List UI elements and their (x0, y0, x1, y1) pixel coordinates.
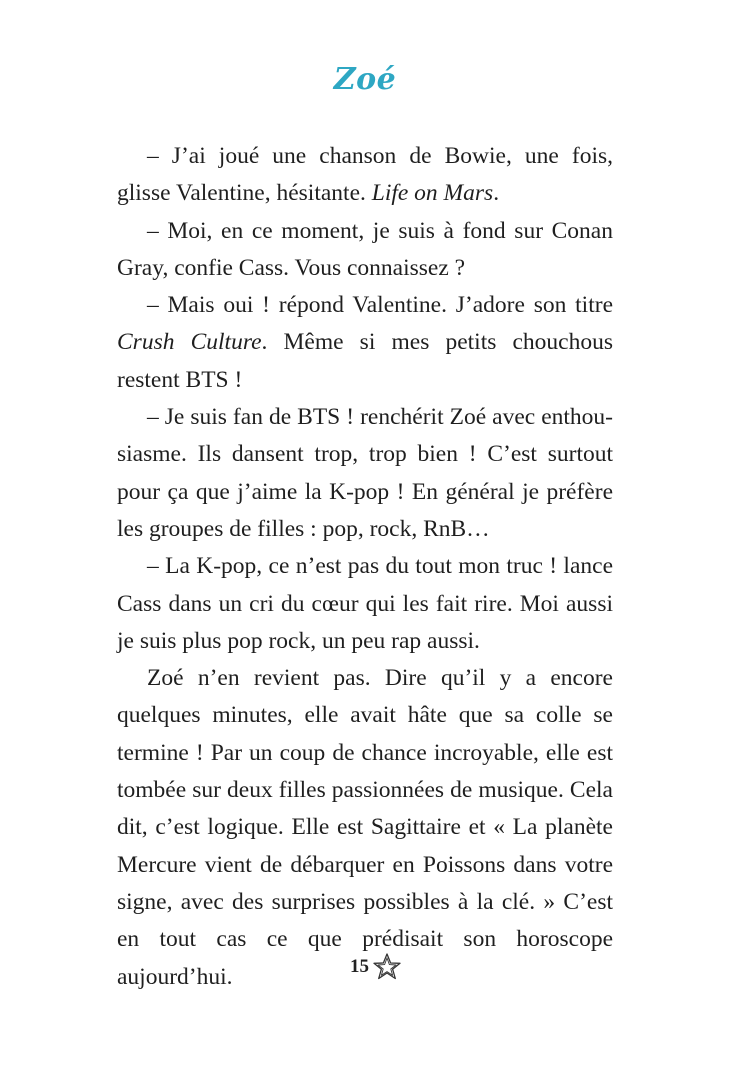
paragraph-1 (117, 138, 613, 213)
paragraph-text-end: . Même si mes petits chouchous restent BTS ! (117, 329, 614, 393)
page-header (0, 62, 730, 97)
body-text (117, 138, 613, 996)
paragraph-text: Zoé n’en revient pas. Dire qu’il y a encore quelques minutes, elle avait hâte que sa colle se termine ! Par un coup de chance incroyable, elle est tombée sur deux filles passionnées de musique. Cela dit, c’est logique. Elle est Sagittaire et « La planète Mercure vient de débarquer en Poissons dans votre signe, avec des surprises possibles à la clé. » C’est en tout cas ce que prédisait son horoscope aujourd’hui. (117, 665, 613, 990)
paragraph-text: – Je suis fan de BTS ! renchérit Zoé avec enthou-siasme. Ils dansent trop, trop bien ! C’est surtout pour ça que j’aime la K-pop ! En général je préfère les groupes de filles : pop, rock, RnB… (117, 404, 613, 542)
paragraph-4 (117, 399, 613, 548)
paragraph-5 (117, 548, 613, 660)
paragraph-2 (117, 213, 613, 288)
star-outline-icon (372, 952, 402, 982)
paragraph-3 (117, 287, 613, 399)
page-number: 15 (350, 956, 369, 977)
paragraph-text: – J’ai joué une chanson de Bowie, une fois, glisse Valentine, hésitante. (117, 143, 613, 207)
page-footer (0, 952, 730, 982)
song-title: Life on Mars (371, 180, 494, 207)
chapter-title: Zoé (333, 62, 397, 97)
paragraph-text-end: . (493, 180, 500, 207)
paragraph-text: – Mais oui ! répond Valentine. J’adore son titre (147, 292, 613, 319)
song-title: Crush Culture (117, 329, 262, 356)
paragraph-6 (117, 660, 613, 996)
paragraph-text: – Moi, en ce moment, je suis à fond sur Conan Gray, confie Cass. Vous connaissez ? (117, 217, 613, 281)
paragraph-text: – La K-pop, ce n’est pas du tout mon truc ! lance Cass dans un cri du cœur qui les fait rire. Moi aussi je suis plus pop rock, un peu rap aussi. (117, 553, 613, 654)
